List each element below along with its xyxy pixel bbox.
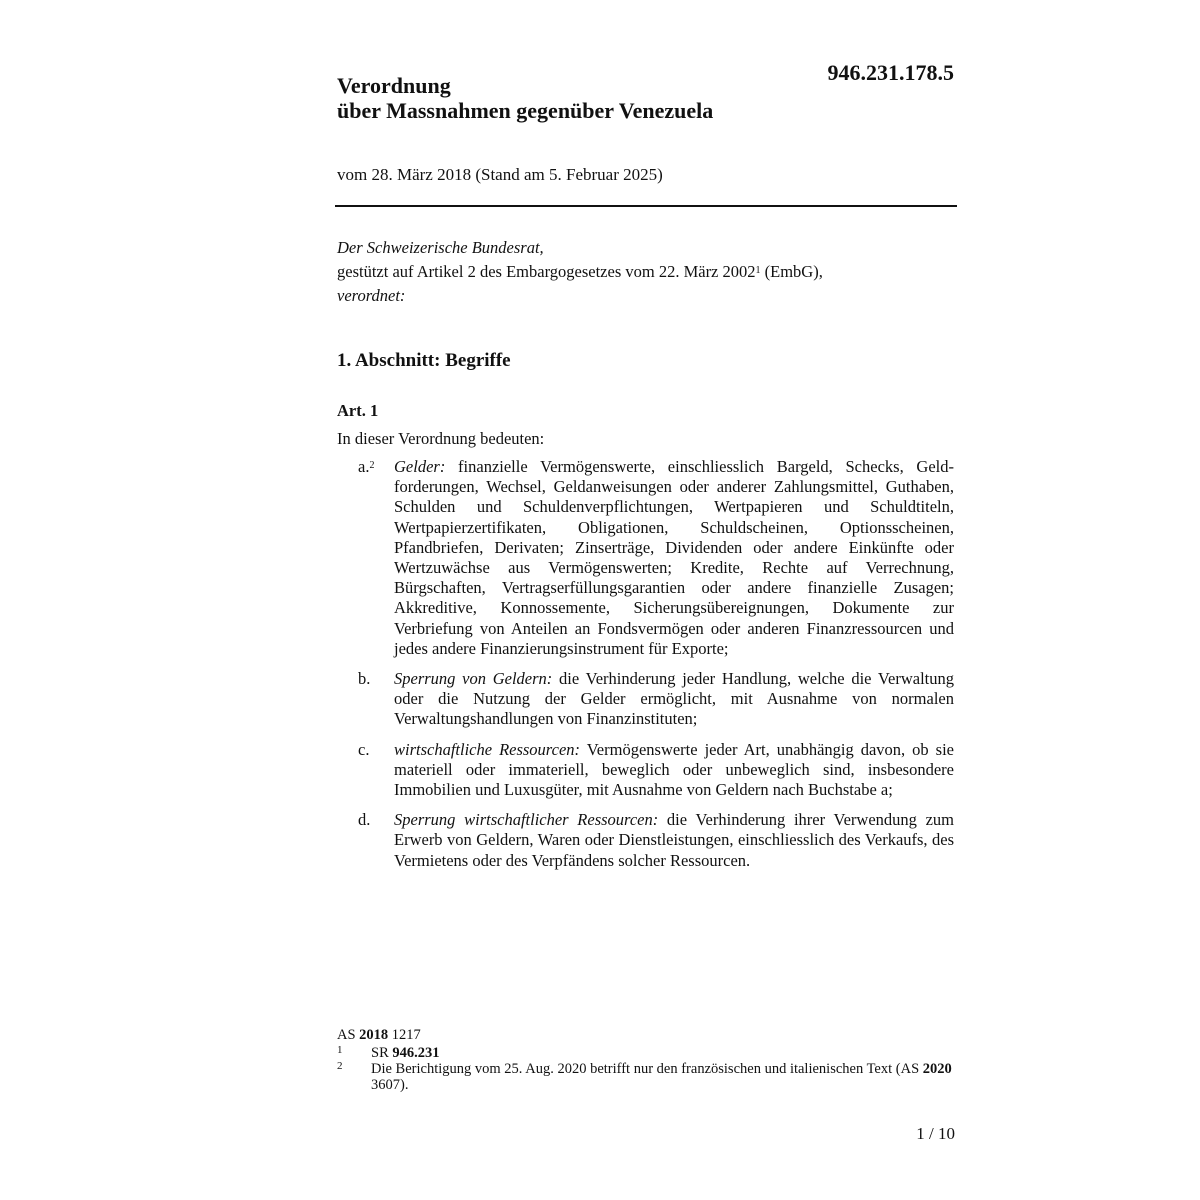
definition-marker: a.$^2$ <box>358 457 375 476</box>
definition-item <box>337 810 954 871</box>
header-divider <box>335 205 957 207</box>
definition-term: Sperrung von Geldern: <box>394 669 553 689</box>
article-intro: In dieser Verordnung bedeuten: <box>337 429 545 448</box>
definition-body: die Verhinderung jeder Handlung, welche die Verwaltung oder die Nutzung der Gelder ermöglicht, mit Ausnahme von normalen Verwaltungshandlungen von Finanzinstituten; <box>394 669 954 729</box>
article-heading: Art. 1 <box>337 401 379 420</box>
document-page <box>337 0 957 1200</box>
definition-body: die Verhinderung ihrer Verwendung zum Erwerb von Geldern, Waren oder Dienstleistungen, einschliesslich des Verkaufs, des Vermietens oder des Verpfändens solcher Ressourcen. <box>394 810 954 870</box>
footnote-ref-1[interactable]: 1 <box>755 265 761 276</box>
definition-marker: d. <box>358 810 371 830</box>
definition-marker: c. <box>358 739 370 759</box>
preamble-basis <box>337 260 823 284</box>
definition-term: Sperrung wirtschaftlicher Ressourcen: <box>394 810 659 830</box>
definition-marker: b. <box>358 669 371 689</box>
preamble-authority: Der Schweizerische Bundesrat, <box>337 238 544 257</box>
document-title <box>337 73 713 123</box>
definition-term: wirtschaftliche Ressourcen: <box>394 739 581 759</box>
definition-text <box>394 740 954 801</box>
footnote-text: SR 946.231 <box>371 1045 440 1061</box>
preamble-verb: verordnet: <box>337 286 406 305</box>
preamble <box>337 236 823 308</box>
title-line-2: über Massnahmen gegenüber Venezuela <box>337 98 714 123</box>
definition-text <box>394 669 954 730</box>
footnotes <box>337 1027 954 1093</box>
footnote-number: 1 <box>337 1044 343 1056</box>
definition-item <box>337 740 954 801</box>
definition-list <box>337 457 954 881</box>
sr-number: 946.231.178.5 <box>827 60 954 85</box>
definition-item <box>337 457 954 659</box>
definition-body: finanzielle Vermögenswerte, einschliesslich Bargeld, Schecks, Geldforderungen, Wechsel, Geldanweisungen oder anderer Zahlungsmittel, Guthaben, Schulden und Schuldenverpflichtungen, Wertpapieren und Schuldtiteln, Wertpapierzertifikaten, Obligationen, Schuldscheinen, Optionsscheinen, Pfandbriefen, Derivaten; Zinserträge, Dividenden oder andere Einkünfte oder Wertzuwächse aus Vermögenswerten; Kredite, Rechte auf Verrechnung, Bürgschaften, Vertragserfüllungsgarantien oder andere finanzielle Zusagen; Akkreditive, Konnossemente, Sicherungsübereignungen, Dokumente zur Verbriefung von Anteilen an Fondsvermögen oder anderen Finanzressourcen und jedes andere Finanzierungsinstrument für Exporte; <box>394 457 954 658</box>
footnote-number: 2 <box>337 1060 343 1072</box>
section-heading: 1. Abschnitt: Begriffe <box>337 350 511 371</box>
definition-body: Vermögenswerte jeder Art, unabhängig davon, ob sie materiell oder immateriell, beweglich oder unbeweglich sind, insbesondere Immobilien und Luxusgüter, mit Ausnahme von Geldern nach Buchstabe a; <box>394 739 954 800</box>
as-reference: AS 2018 1217 <box>337 1027 421 1043</box>
preamble-basis-text: gestützt auf Artikel 2 des Embargogesetzes vom 22. März 2002 <box>337 262 756 281</box>
definition-term: Gelder: <box>394 457 446 476</box>
footnote-1 <box>337 1045 954 1061</box>
date-line: vom 28. März 2018 (Stand am 5. Februar 2025) <box>337 165 663 184</box>
definition-item <box>337 669 954 730</box>
footnote-2 <box>337 1061 954 1093</box>
page-number: 1 / 10 <box>916 1124 955 1143</box>
definition-text <box>394 810 954 871</box>
definition-text <box>394 457 954 659</box>
title-line-1: Verordnung <box>337 73 451 98</box>
footnote-ref-2[interactable]: 2 <box>369 460 375 471</box>
footnote-text: Die Berichtigung vom 25. Aug. 2020 betrifft nur den französischen und italienischen Text (AS 2020 3607). <box>371 1061 952 1093</box>
preamble-basis-suffix: (EmbG), <box>760 262 823 281</box>
